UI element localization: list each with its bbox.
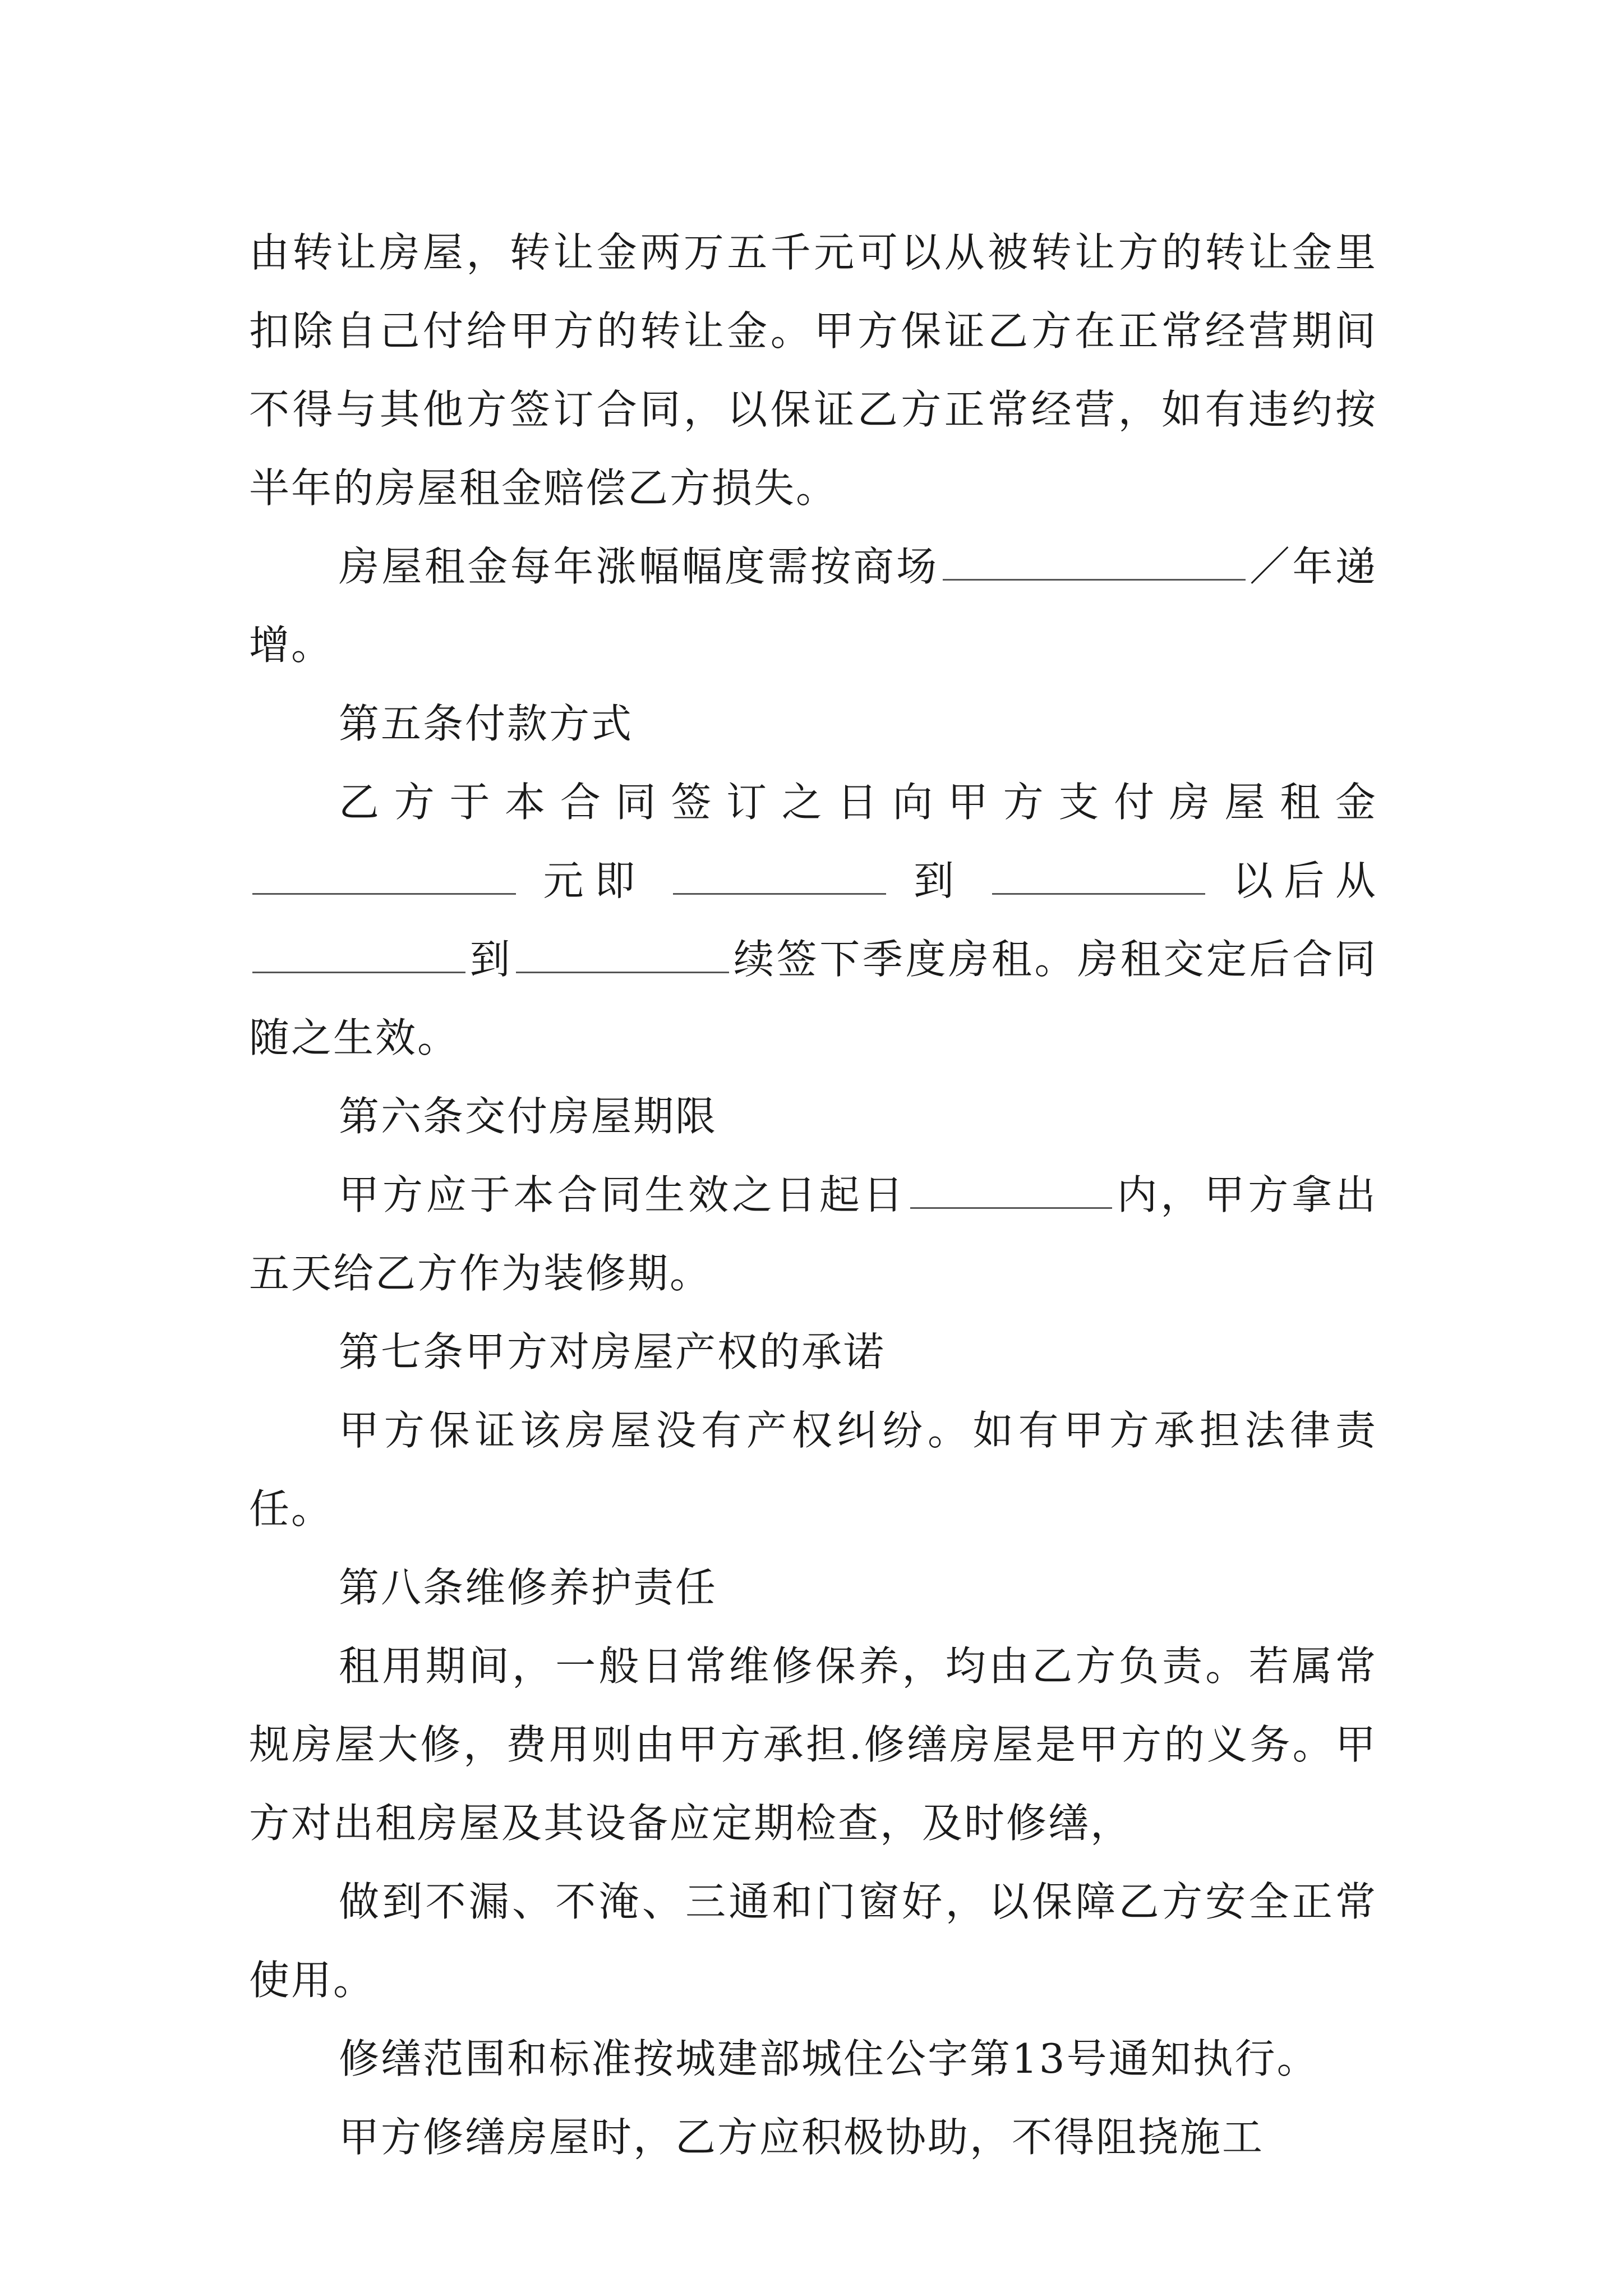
blank-field-end-date [992, 862, 1205, 895]
heading-text: 第八条维修养护责任 [339, 1564, 718, 1611]
paragraph-text: 以后从 [1232, 857, 1378, 904]
heading-article-6 [249, 1077, 1377, 1156]
blank-field-rent-amount [252, 862, 516, 895]
heading-article-8 [249, 1548, 1377, 1627]
paragraph-payment-line2 [249, 841, 1377, 920]
paragraph-text: 乙方于本合同签订之日向甲方支付房屋租金 [339, 779, 1377, 826]
paragraph-text: 甲方应于本合同生效之日起日 [339, 1171, 907, 1218]
paragraph-repair-cooperation [249, 2098, 1377, 2177]
heading-article-7 [249, 1313, 1377, 1391]
paragraph-property-rights [249, 1391, 1377, 1548]
paragraph-text: ／年递增。 [249, 543, 1377, 669]
paragraph-text: 做到不漏、不淹、三通和门窗好，以保障乙方安全正常使用。 [249, 1878, 1377, 2004]
paragraph-text: 甲方保证该房屋没有产权纠纷。如有甲方承担法律责任。 [249, 1407, 1377, 1533]
blank-field-start-date [673, 862, 886, 895]
paragraph-text: 到 [469, 936, 513, 983]
paragraph-text: 房屋租金每年涨幅幅度需按商场 [339, 543, 939, 590]
paragraph-text: 甲方修缮房屋时，乙方应积极协助，不得阻挠施工 [339, 2114, 1265, 2161]
contract-body [249, 213, 1377, 2177]
paragraph-text: 续签下季度房租。房租交定后合同随之生效。 [249, 936, 1377, 1061]
heading-article-5 [249, 684, 1377, 763]
blank-field-increase-rate [943, 547, 1246, 581]
paragraph-rent-increase [249, 527, 1377, 684]
blank-field-renew-end [516, 940, 729, 973]
paragraph-repair-scope [249, 2019, 1377, 2098]
heading-text: 第七条甲方对房屋产权的承诺 [339, 1328, 886, 1375]
paragraph-maintenance [249, 1627, 1377, 1862]
blank-field-delivery-days [910, 1176, 1112, 1209]
paragraph-payment-line1 [249, 763, 1377, 841]
paragraph-text: 内，甲方拿出五天给乙方作为装修期。 [249, 1171, 1377, 1297]
paragraph-text: 由转让房屋，转让金两万五千元可以从被转让方的转让金里扣除自己付给甲方的转让金。甲方保证乙方在正常经营期间不得与其他方签订合同，以保证乙方正常经营，如有违约按半年的房屋租金赔偿乙方损失。 [249, 229, 1377, 512]
paragraph-text: 元即 [543, 857, 646, 904]
paragraph-maintenance-standard [249, 1862, 1377, 2019]
paragraph-transfer-terms [249, 213, 1377, 527]
heading-text: 第六条交付房屋期限 [339, 1093, 718, 1140]
paragraph-delivery-term [249, 1156, 1377, 1313]
heading-text: 第五条付款方式 [339, 700, 634, 747]
paragraph-payment-line3 [249, 920, 1377, 1077]
paragraph-text: 修缮范围和标准按城建部城住公字第13号通知执行。 [339, 2035, 1319, 2082]
paragraph-text: 租用期间，一般日常维修保养，均由乙方负责。若属常规房屋大修，费用则由甲方承担.修缮房屋是甲方的义务。甲方对出租房屋及其设备应定期检查，及时修缮， [249, 1642, 1377, 1847]
paragraph-text: 到 [913, 857, 965, 904]
blank-field-renew-start [252, 940, 465, 973]
